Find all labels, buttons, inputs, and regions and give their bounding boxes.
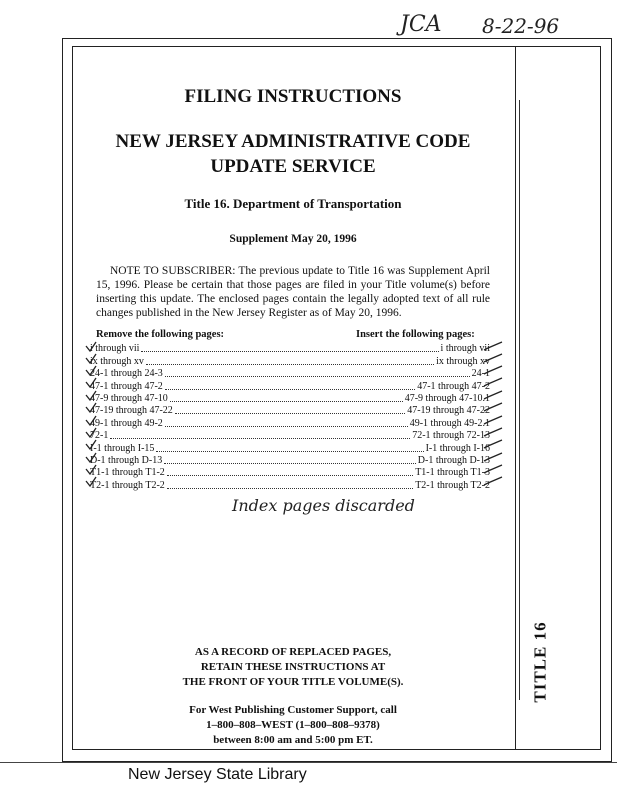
check-icon	[484, 366, 502, 374]
tab-divider	[519, 100, 520, 700]
check-icon	[86, 416, 96, 425]
list-item: 47-19 through 47-22 47-19 through 47-22	[90, 405, 490, 417]
subscriber-note	[96, 264, 490, 320]
list-item: 24-1 through 24-3 24-1	[90, 368, 490, 380]
check-icon	[484, 391, 502, 399]
support-info	[72, 703, 514, 748]
check-icon	[86, 403, 96, 412]
list-item: 47-1 through 47-2 47-1 through 47-2	[90, 380, 490, 392]
check-icon	[484, 416, 502, 424]
handwritten-initials: JCA	[400, 12, 442, 37]
title-heading: Title 16. Department of Transportation	[184, 196, 402, 211]
list-item: 72-1 72-1 through 72-13	[90, 430, 490, 442]
check-icon	[86, 378, 96, 387]
check-icon	[86, 440, 96, 449]
divider	[0, 762, 617, 763]
check-icon	[484, 440, 502, 448]
list-item: 49-1 through 49-2 49-1 through 49-2.1	[90, 417, 490, 429]
support-line-1: For West Publishing Customer Support, call	[189, 704, 397, 716]
record-line-2: RETAIN THESE INSTRUCTIONS AT	[200, 661, 386, 673]
page-title: FILING INSTRUCTIONS	[184, 86, 402, 107]
support-hours: between 8:00 am and 5:00 pm ET.	[213, 734, 373, 746]
list-item: I-1 through I-15 I-1 through I-16	[90, 442, 490, 454]
list-item: ix through xv ix through xv	[90, 355, 490, 367]
check-icon	[484, 477, 502, 485]
check-icon	[484, 403, 502, 411]
record-notice	[72, 645, 514, 690]
record-line-3: THE FRONT OF YOUR TITLE VOLUME(S).	[182, 676, 404, 688]
list-item: 47-9 through 47-10 47-9 through 47-10.1	[90, 392, 490, 404]
check-icon	[484, 465, 502, 473]
check-icon	[86, 366, 96, 375]
list-item: T1-1 through T1-2 T1-1 through T1-3	[90, 467, 490, 479]
check-icon	[484, 428, 502, 436]
check-icon	[484, 342, 502, 350]
note-text: NOTE TO SUBSCRIBER: The previous update to Title 16 was Supplement April 15, 1996. Please be certain that those pages are filed in your Title volume(s) before inserting this update. The enclosed pages contain the legally adopted text of all rule changes published in the New Jersey Register as of May 20, 1996.	[96, 265, 490, 319]
handwritten-date: 8-22-96	[482, 14, 560, 38]
subtitle-line-2: UPDATE SERVICE	[210, 156, 376, 177]
library-stamp: New Jersey State Library	[128, 766, 307, 783]
tab-label-box	[526, 620, 554, 710]
check-icon	[86, 453, 96, 462]
insert-header: Insert the following pages:	[356, 329, 475, 340]
check-icon	[86, 391, 96, 400]
check-icon	[484, 354, 502, 362]
subtitle-line-1: NEW JERSEY ADMINISTRATIVE CODE	[115, 131, 471, 152]
remove-header: Remove the following pages:	[96, 329, 225, 340]
check-icon	[484, 378, 502, 386]
check-icon	[86, 354, 96, 363]
check-icon	[86, 342, 96, 351]
check-icon	[86, 428, 96, 437]
check-icon	[484, 453, 502, 461]
check-icon	[86, 477, 96, 486]
list-item: D-1 through D-13 D-1 through D-13	[90, 454, 490, 466]
check-icon	[86, 465, 96, 474]
supplement-date: Supplement May 20, 1996	[229, 233, 357, 245]
support-phone: 1–800–808–WEST (1–800–808–9378)	[206, 719, 380, 731]
record-line-1: AS A RECORD OF REPLACED PAGES,	[194, 646, 392, 658]
handwritten-annotation: Index pages discarded	[232, 496, 415, 515]
check-marks	[84, 340, 504, 500]
tab-label: TITLE 16	[530, 621, 550, 703]
list-item: T2-1 through T2-2 T2-1 through T2-2	[90, 479, 490, 491]
list-item: i through vii i through vii	[90, 343, 490, 355]
